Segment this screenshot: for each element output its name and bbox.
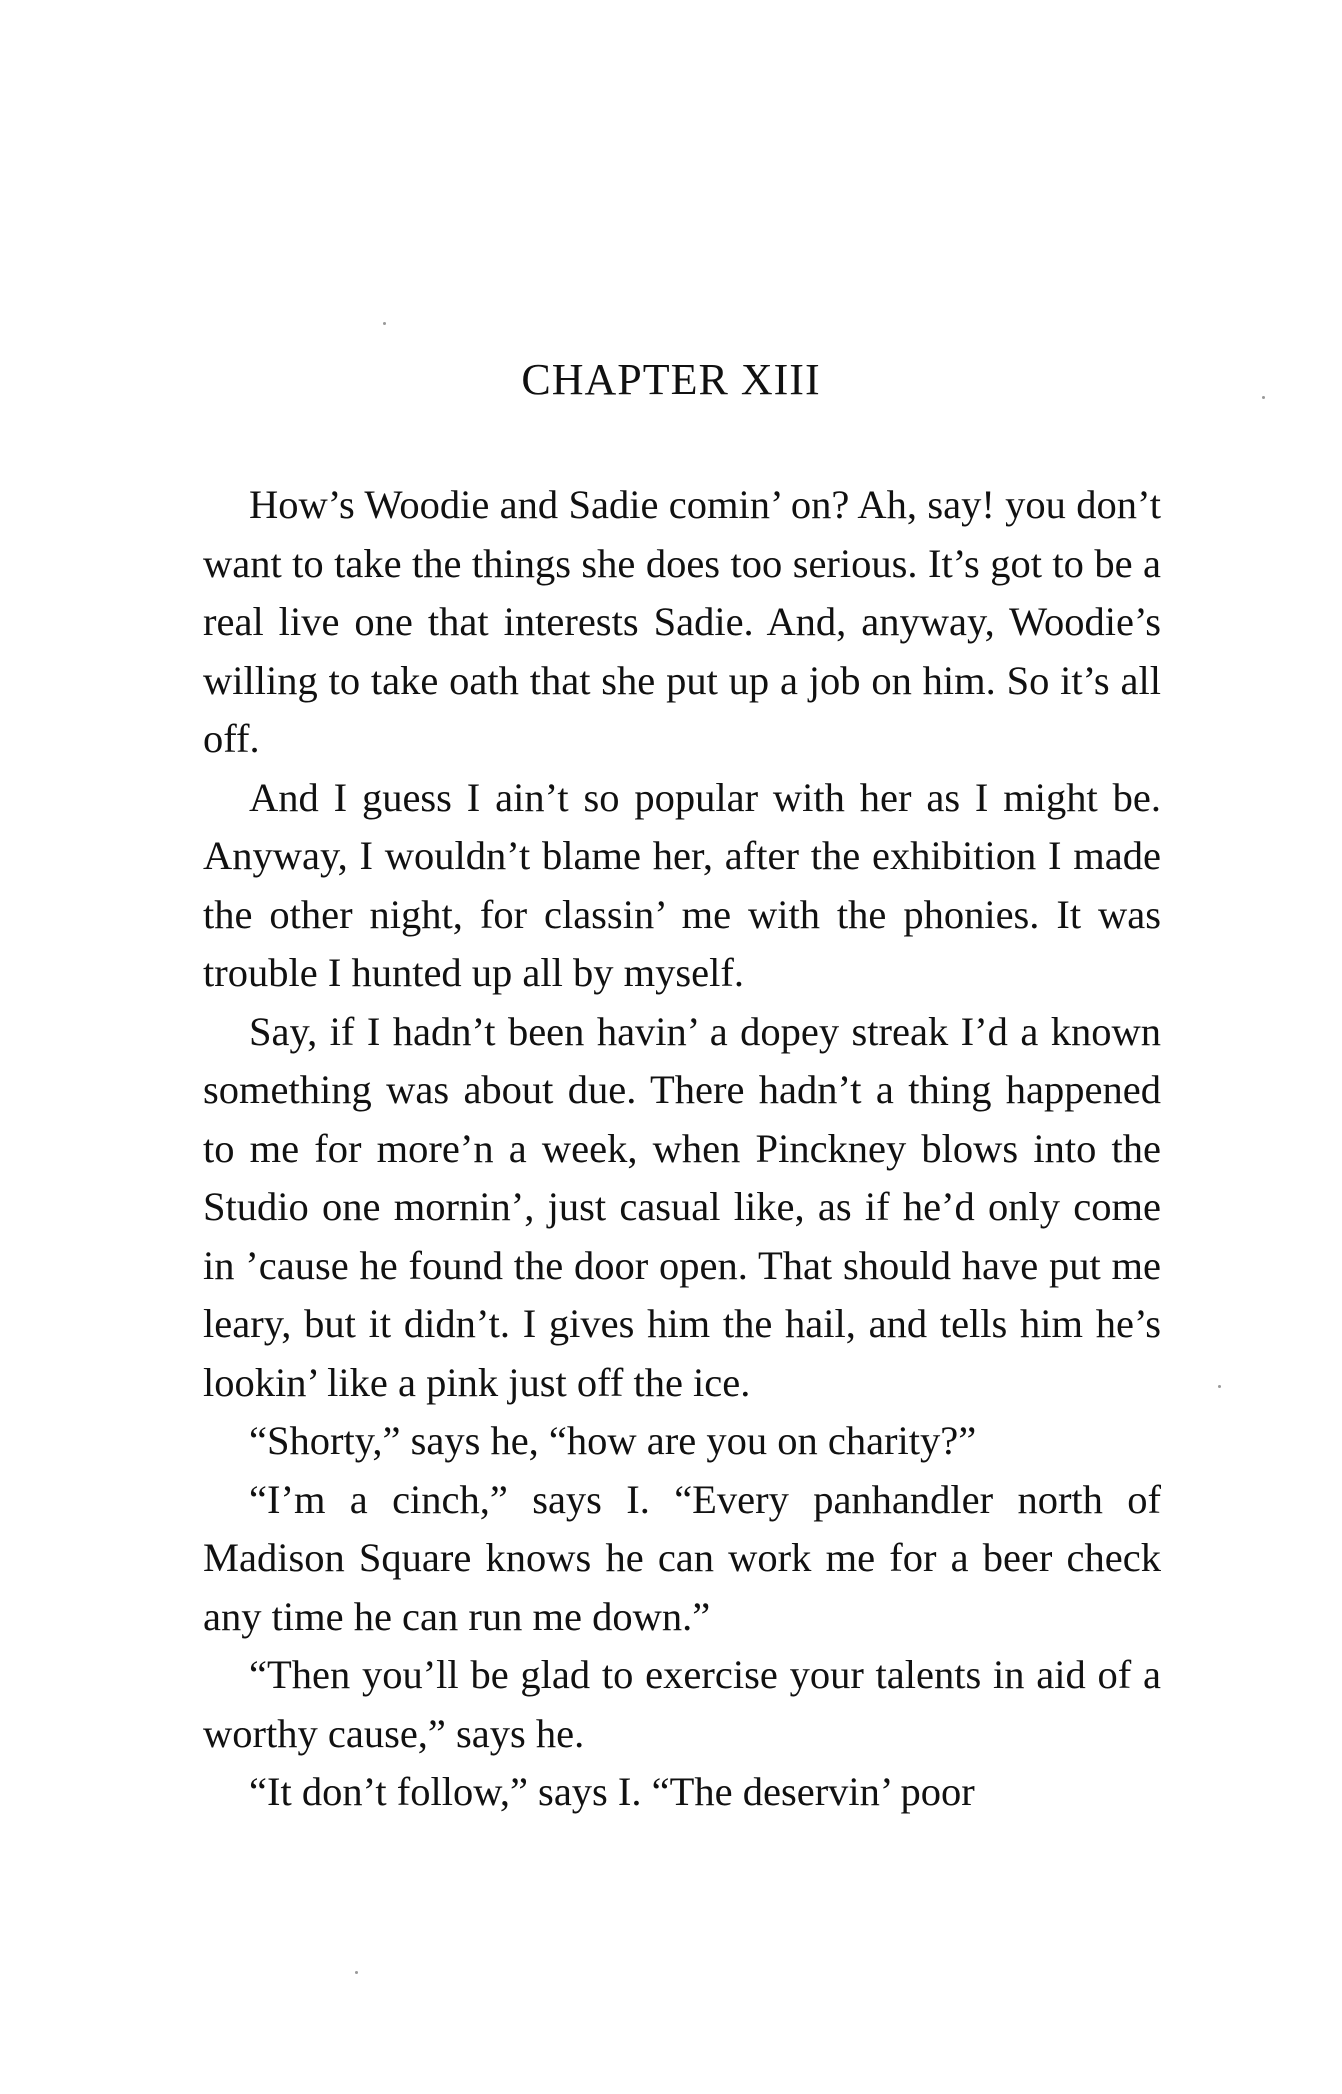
paragraph: And I guess I ain’t so popular with her as I might be. Anyway, I wouldn’t blame her, after the exhibition I made the other night, for classin’ me with the phonies. It was trouble I hunted up all by myself. xyxy=(203,774,1161,995)
paragraph: “Then you’ll be glad to exercise your talents in aid of a worthy cause,” says he. xyxy=(203,1652,1161,1756)
chapter-title: CHAPTER XIII xyxy=(521,355,821,404)
paragraph: “I’m a cinch,” says I. “Every panhandler north of Madison Square knows he can work me for a beer check any time he can run me down.” xyxy=(203,1476,1161,1639)
paper-speck xyxy=(355,1971,358,1974)
paragraph: How’s Woodie and Sadie comin’ on? Ah, say! you don’t want to take the things she does too serious. It’s got to be a real live one that interests Sadie. And, anyway, Woodie’s willing to take oath that she put up a job on him. So it’s all off. xyxy=(203,482,1161,761)
paragraph: “It don’t follow,” says I. “The deservin’ poor xyxy=(249,1769,975,1814)
paragraph: “Shorty,” says he, “how are you on charity?” xyxy=(249,1418,977,1463)
paper-speck xyxy=(383,322,386,325)
paragraph: Say, if I hadn’t been havin’ a dopey streak I’d a known something was about due. There hadn’t a thing happened to me for more’n a week, when Pinckney blows into the Studio one mornin’, just casual like, as if he’d only come in ’cause he found the door open. That should have put me leary, but it didn’t. I gives him the hail, and tells him he’s lookin’ like a pink just off the ice. xyxy=(203,1008,1161,1405)
paper-speck xyxy=(1218,1385,1221,1388)
body-text xyxy=(203,476,1161,1822)
